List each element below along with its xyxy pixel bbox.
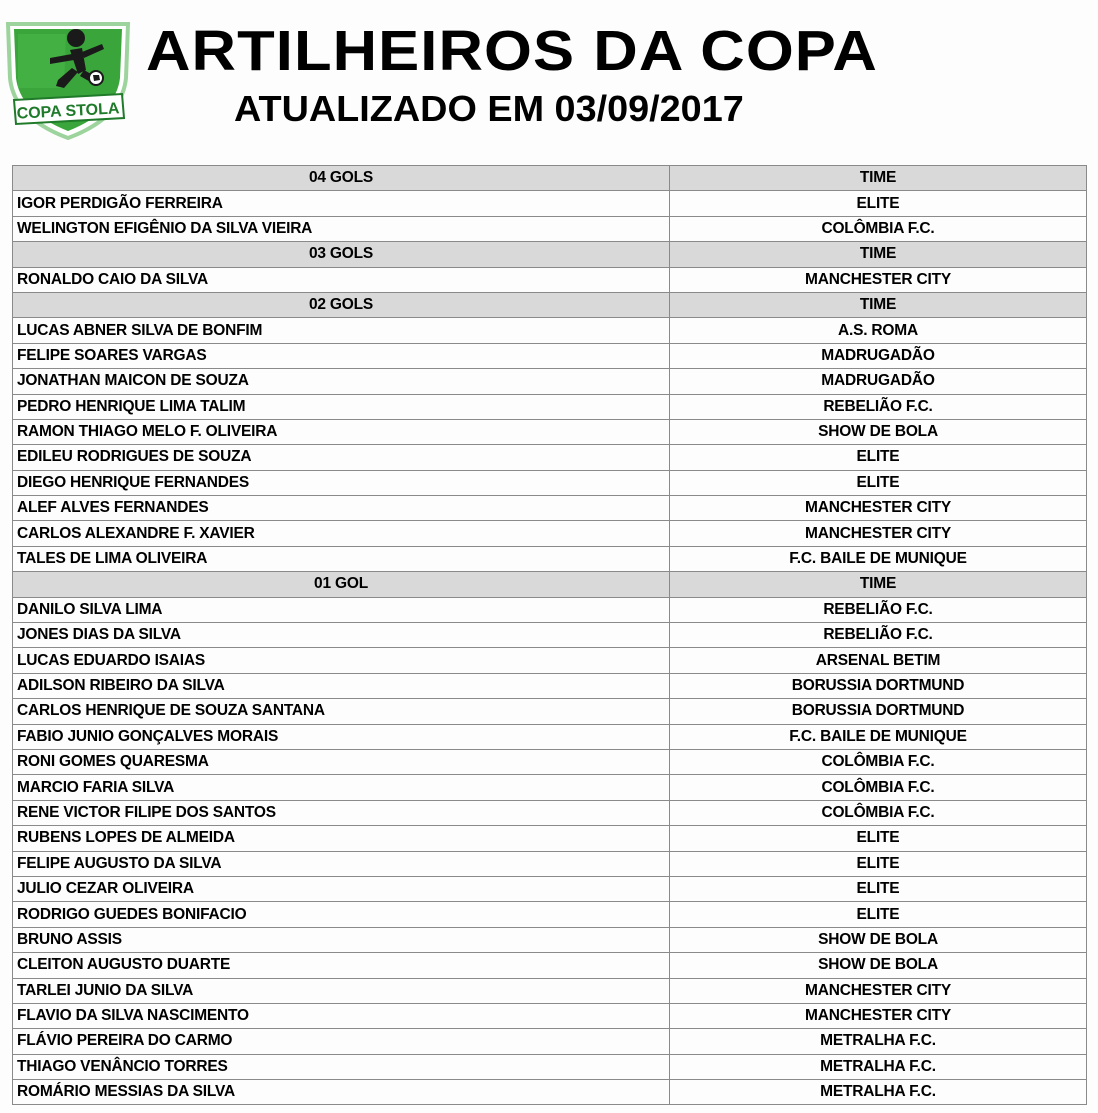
team-header: TIME bbox=[670, 572, 1087, 597]
table-row bbox=[13, 521, 1087, 546]
player-team: COLÔMBIA F.C. bbox=[670, 216, 1087, 241]
player-team: METRALHA F.C. bbox=[670, 1080, 1087, 1105]
table-row bbox=[13, 546, 1087, 571]
table-row bbox=[13, 927, 1087, 952]
player-team: BORUSSIA DORTMUND bbox=[670, 673, 1087, 698]
goals-header: 02 GOLS bbox=[13, 292, 670, 317]
player-name: WELINGTON EFIGÊNIO DA SILVA VIEIRA bbox=[13, 216, 670, 241]
player-name: CLEITON AUGUSTO DUARTE bbox=[13, 953, 670, 978]
player-name: THIAGO VENÂNCIO TORRES bbox=[13, 1054, 670, 1079]
player-name: JONATHAN MAICON DE SOUZA bbox=[13, 369, 670, 394]
player-team: ELITE bbox=[670, 902, 1087, 927]
table-row bbox=[13, 419, 1087, 444]
player-team: COLÔMBIA F.C. bbox=[670, 775, 1087, 800]
player-name: RONI GOMES QUARESMA bbox=[13, 749, 670, 774]
player-team: REBELIÃO F.C. bbox=[670, 623, 1087, 648]
team-header: TIME bbox=[670, 166, 1087, 191]
table-row bbox=[13, 597, 1087, 622]
page-title: ARTILHEIROS DA COPA bbox=[146, 19, 878, 83]
player-name: EDILEU RODRIGUES DE SOUZA bbox=[13, 445, 670, 470]
team-header: TIME bbox=[670, 292, 1087, 317]
table-row bbox=[13, 1054, 1087, 1079]
table-row bbox=[13, 1080, 1087, 1105]
team-header: TIME bbox=[670, 242, 1087, 267]
player-name: TARLEI JUNIO DA SILVA bbox=[13, 978, 670, 1003]
player-name: FLÁVIO PEREIRA DO CARMO bbox=[13, 1029, 670, 1054]
player-team: MANCHESTER CITY bbox=[670, 267, 1087, 292]
player-name: RAMON THIAGO MELO F. OLIVEIRA bbox=[13, 419, 670, 444]
goals-header: 03 GOLS bbox=[13, 242, 670, 267]
player-name: JULIO CEZAR OLIVEIRA bbox=[13, 876, 670, 901]
player-name: JONES DIAS DA SILVA bbox=[13, 623, 670, 648]
table-row bbox=[13, 1003, 1087, 1028]
table-row bbox=[13, 470, 1087, 495]
player-name: LUCAS EDUARDO ISAIAS bbox=[13, 648, 670, 673]
player-team: MANCHESTER CITY bbox=[670, 496, 1087, 521]
player-name: ROMÁRIO MESSIAS DA SILVA bbox=[13, 1080, 670, 1105]
table-row bbox=[13, 369, 1087, 394]
player-name: MARCIO FARIA SILVA bbox=[13, 775, 670, 800]
player-name: LUCAS ABNER SILVA DE BONFIM bbox=[13, 318, 670, 343]
player-team: SHOW DE BOLA bbox=[670, 953, 1087, 978]
player-team: SHOW DE BOLA bbox=[670, 419, 1087, 444]
table-row bbox=[13, 445, 1087, 470]
player-team: ELITE bbox=[670, 445, 1087, 470]
goals-header: 01 GOL bbox=[13, 572, 670, 597]
player-team: BORUSSIA DORTMUND bbox=[670, 699, 1087, 724]
table-row bbox=[13, 876, 1087, 901]
player-name: IGOR PERDIGÃO FERREIRA bbox=[13, 191, 670, 216]
player-team: MANCHESTER CITY bbox=[670, 978, 1087, 1003]
table-row bbox=[13, 623, 1087, 648]
scorers-table bbox=[12, 165, 1087, 1105]
player-team: ELITE bbox=[670, 851, 1087, 876]
player-team: COLÔMBIA F.C. bbox=[670, 749, 1087, 774]
player-name: RENE VICTOR FILIPE DOS SANTOS bbox=[13, 800, 670, 825]
player-team: F.C. BAILE DE MUNIQUE bbox=[670, 546, 1087, 571]
player-name: ADILSON RIBEIRO DA SILVA bbox=[13, 673, 670, 698]
table-row bbox=[13, 216, 1087, 241]
player-team: ELITE bbox=[670, 470, 1087, 495]
table-row bbox=[13, 318, 1087, 343]
table-row bbox=[13, 826, 1087, 851]
table-row bbox=[13, 724, 1087, 749]
table-row bbox=[13, 267, 1087, 292]
table-row bbox=[13, 699, 1087, 724]
group-header-row bbox=[13, 242, 1087, 267]
player-team: METRALHA F.C. bbox=[670, 1054, 1087, 1079]
table-row bbox=[13, 343, 1087, 368]
player-name: FLAVIO DA SILVA NASCIMENTO bbox=[13, 1003, 670, 1028]
player-team: ARSENAL BETIM bbox=[670, 648, 1087, 673]
table-row bbox=[13, 1029, 1087, 1054]
player-name: RONALDO CAIO DA SILVA bbox=[13, 267, 670, 292]
player-name: DIEGO HENRIQUE FERNANDES bbox=[13, 470, 670, 495]
table-row bbox=[13, 953, 1087, 978]
page-subtitle: ATUALIZADO EM 03/09/2017 bbox=[234, 88, 744, 129]
player-name: TALES DE LIMA OLIVEIRA bbox=[13, 546, 670, 571]
group-header-row bbox=[13, 292, 1087, 317]
logo-text: COPA STOLA bbox=[16, 100, 120, 123]
table-row bbox=[13, 775, 1087, 800]
player-team: F.C. BAILE DE MUNIQUE bbox=[670, 724, 1087, 749]
group-header-row bbox=[13, 572, 1087, 597]
player-team: ELITE bbox=[670, 191, 1087, 216]
group-header-row bbox=[13, 166, 1087, 191]
player-team: MADRUGADÃO bbox=[670, 369, 1087, 394]
player-name: PEDRO HENRIQUE LIMA TALIM bbox=[13, 394, 670, 419]
table-row bbox=[13, 673, 1087, 698]
player-name: CARLOS HENRIQUE DE SOUZA SANTANA bbox=[13, 699, 670, 724]
player-name: FELIPE AUGUSTO DA SILVA bbox=[13, 851, 670, 876]
table-row bbox=[13, 978, 1087, 1003]
player-team: ELITE bbox=[670, 876, 1087, 901]
player-name: CARLOS ALEXANDRE F. XAVIER bbox=[13, 521, 670, 546]
copa-stola-logo bbox=[4, 18, 132, 140]
player-team: SHOW DE BOLA bbox=[670, 927, 1087, 952]
goals-header: 04 GOLS bbox=[13, 166, 670, 191]
player-name: ALEF ALVES FERNANDES bbox=[13, 496, 670, 521]
player-team: REBELIÃO F.C. bbox=[670, 597, 1087, 622]
player-name: RUBENS LOPES DE ALMEIDA bbox=[13, 826, 670, 851]
player-team: ELITE bbox=[670, 826, 1087, 851]
table-row bbox=[13, 394, 1087, 419]
player-team: A.S. ROMA bbox=[670, 318, 1087, 343]
player-name: BRUNO ASSIS bbox=[13, 927, 670, 952]
table-row bbox=[13, 648, 1087, 673]
player-name: FELIPE SOARES VARGAS bbox=[13, 343, 670, 368]
player-team: METRALHA F.C. bbox=[670, 1029, 1087, 1054]
player-team: MANCHESTER CITY bbox=[670, 521, 1087, 546]
player-name: DANILO SILVA LIMA bbox=[13, 597, 670, 622]
table-row bbox=[13, 902, 1087, 927]
table-row bbox=[13, 800, 1087, 825]
table-row bbox=[13, 191, 1087, 216]
player-name: FABIO JUNIO GONÇALVES MORAIS bbox=[13, 724, 670, 749]
table-row bbox=[13, 496, 1087, 521]
table-row bbox=[13, 851, 1087, 876]
player-team: COLÔMBIA F.C. bbox=[670, 800, 1087, 825]
player-name: RODRIGO GUEDES BONIFACIO bbox=[13, 902, 670, 927]
player-team: REBELIÃO F.C. bbox=[670, 394, 1087, 419]
player-team: MANCHESTER CITY bbox=[670, 1003, 1087, 1028]
table-row bbox=[13, 749, 1087, 774]
player-team: MADRUGADÃO bbox=[670, 343, 1087, 368]
